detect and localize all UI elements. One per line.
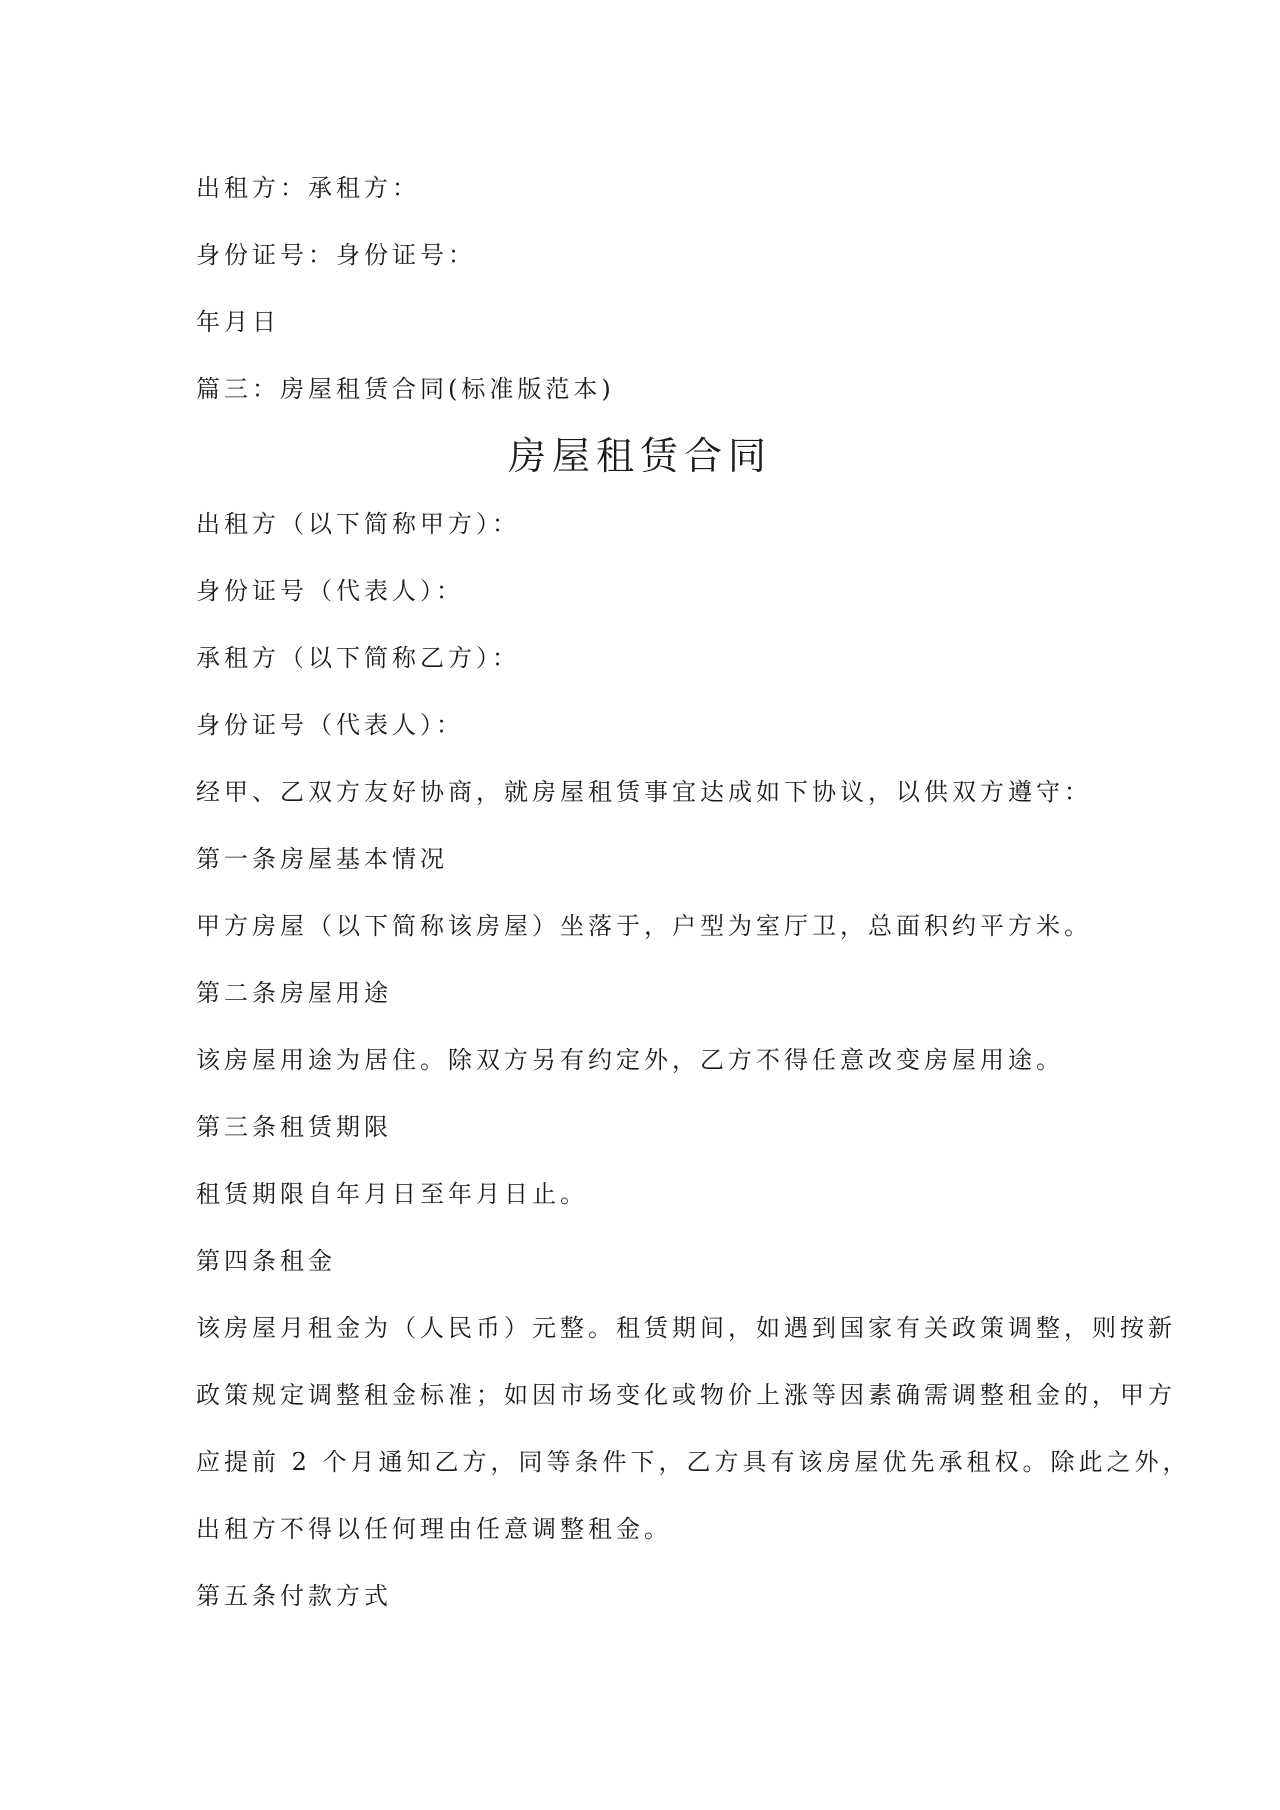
party-a-line: 出租方（以下简称甲方）： <box>196 510 520 538</box>
article-4-text-line-3: 应提前 2 个月通知乙方，同等条件下，乙方具有该房屋优先承租权。除此之外， <box>196 1448 1191 1476</box>
agreement-intro: 经甲、乙双方友好协商，就房屋租赁事宜达成如下协议，以供双方遵守： <box>196 778 1092 806</box>
lessor-lessee-line: 出租方：承租方： <box>196 174 420 202</box>
article-1-text: 甲方房屋（以下简称该房屋）坐落于，户型为室厅卫，总面积约平方米。 <box>196 912 1092 940</box>
date-line: 年月日 <box>196 308 280 336</box>
article-4-text-line-1: 该房屋月租金为（人民币）元整。租赁期间，如遇到国家有关政策调整，则按新 <box>196 1314 1176 1342</box>
article-2-heading: 第二条房屋用途 <box>196 979 392 1007</box>
article-2-text: 该房屋用途为居住。除双方另有约定外，乙方不得任意改变房屋用途。 <box>196 1046 1064 1074</box>
article-3-heading: 第三条租赁期限 <box>196 1113 392 1141</box>
article-5-heading: 第五条付款方式 <box>196 1582 392 1610</box>
article-4-heading: 第四条租金 <box>196 1247 336 1275</box>
article-4-text-line-2: 政策规定调整租金标准；如因市场变化或物价上涨等因素确需调整租金的，甲方 <box>196 1381 1176 1409</box>
section-heading: 篇三：房屋租赁合同(标准版范本) <box>196 375 615 403</box>
party-b-line: 承租方（以下简称乙方）： <box>196 644 520 672</box>
id-number-line: 身份证号：身份证号： <box>196 241 476 269</box>
article-1-heading: 第一条房屋基本情况 <box>196 845 448 873</box>
document-title: 房屋租赁合同 <box>507 434 772 478</box>
article-3-text: 租赁期限自年月日至年月日止。 <box>196 1180 588 1208</box>
article-4-text-line-4: 出租方不得以任何理由任意调整租金。 <box>196 1515 672 1543</box>
party-a-id-line: 身份证号（代表人）： <box>196 577 464 605</box>
party-b-id-line: 身份证号（代表人）： <box>196 711 464 739</box>
